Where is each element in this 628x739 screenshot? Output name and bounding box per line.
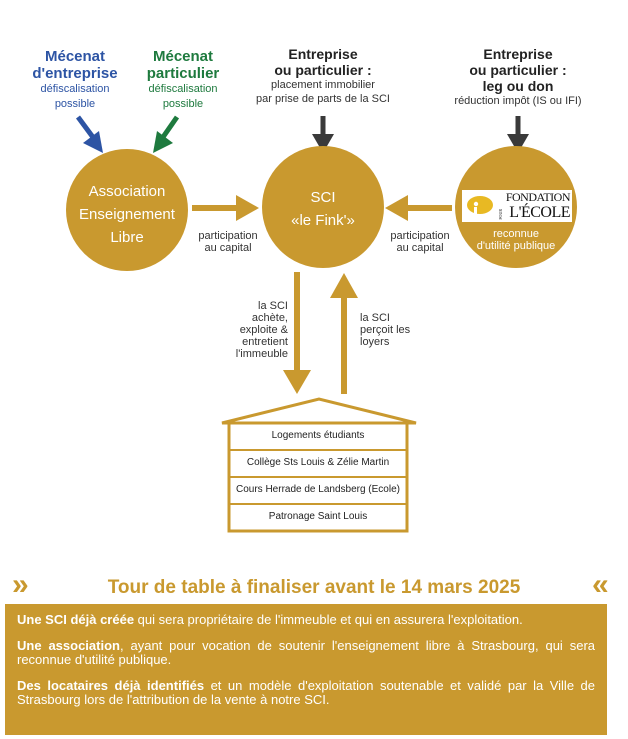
donor-title-line2: ou particulier : [274, 62, 372, 78]
donor-sub-line1: placement immobilier [271, 79, 375, 91]
donor-mecenat-particulier [128, 48, 238, 112]
fondation-sub-line1: reconnue [493, 228, 539, 240]
donor-title-line1: Entreprise [483, 46, 553, 62]
donor-title-line1: Entreprise [288, 46, 358, 62]
arrow-mecenat-entreprise [78, 117, 103, 153]
edge-label-participation-left [188, 230, 268, 254]
donor-mecenat-entreprise [20, 48, 130, 112]
edge-line1: la SCI [258, 300, 288, 312]
info-p3-rest: et un modèle d'exploitation soutenable et validé par la Ville de Strasbourg lors de l'attribution de la vente à notre SCI. [17, 678, 595, 707]
edge-line4: entretient [242, 336, 288, 348]
donor-sub-line2: par prise de parts de la SCI [256, 93, 390, 105]
donor-sub-line1: défiscalisation [40, 83, 110, 95]
fondation-logo-line1: FONDATION [505, 190, 570, 204]
sci-line1: SCI [310, 189, 336, 206]
edge-label-sci-achete [200, 300, 288, 360]
edge-line2: au capital [396, 242, 444, 254]
association-line1: Association [88, 183, 166, 200]
edge-line2: achète, [251, 312, 288, 324]
donor-title-line2: ou particulier : [469, 62, 567, 78]
edge-label-participation-right [380, 230, 460, 254]
donor-sub-line2: possible [54, 98, 96, 110]
building-row-patronage: Patronage Saint Louis [268, 511, 368, 522]
info-p1-bold: Une SCI déjà créée [17, 612, 135, 627]
arrow-association-to-sci [192, 195, 259, 221]
banner-right-quote: « [592, 568, 609, 601]
donor-title-line3: leg ou don [482, 78, 554, 94]
donor-title-line1: Mécenat [44, 48, 106, 65]
info-paragraph-sci [17, 613, 595, 627]
donor-title-line2: d'entreprise [32, 65, 118, 82]
edge-line2: perçoit les [360, 324, 411, 336]
donor-sub-line1: défiscalisation [148, 83, 218, 95]
info-p2-bold: Une association [17, 638, 120, 653]
building-row-cours: Cours Herrade de Landsberg (Ecole) [236, 484, 400, 495]
info-paragraph-locataires [17, 679, 595, 707]
association-line3: Libre [110, 229, 144, 246]
association-label [66, 180, 188, 249]
fondation-sub [460, 228, 572, 252]
donor-sub-line1: réduction impôt (IS ou IFI) [454, 95, 582, 107]
edge-line3: loyers [360, 336, 390, 348]
info-paragraph-association [17, 639, 595, 667]
fondation-logo-text [496, 190, 572, 222]
info-box [5, 604, 607, 735]
info-p3-bold: Des locataires déjà identifiés [17, 678, 205, 693]
edge-line1: la SCI [360, 312, 390, 324]
fondation-logo-pour: POUR [498, 209, 503, 220]
sci-line2: «le Fink'» [291, 212, 355, 229]
fondation-sub-line2: d'utilité publique [476, 240, 556, 252]
edge-label-sci-percoit [360, 312, 440, 348]
donor-title-line1: Mécenat [152, 48, 214, 65]
donor-title-line2: particulier [146, 65, 220, 82]
edge-line2: au capital [204, 242, 252, 254]
info-p2-rest: , ayant pour vocation de soutenir l'enseignement libre à Strasbourg, qui sera reconnue d'utilité publique. [17, 638, 596, 667]
building-row-logements: Logements étudiants [271, 430, 365, 441]
arrow-mecenat-particulier [153, 117, 177, 153]
donor-entreprise-placement [243, 46, 403, 106]
banner-left-quote: » [12, 568, 29, 601]
edge-line1: participation [198, 230, 258, 242]
arrow-building-to-sci [330, 273, 358, 394]
banner [0, 568, 628, 602]
info-p1-rest: qui sera propriétaire de l'immeuble et qui en assurera l'exploitation. [134, 612, 523, 627]
sci-label [262, 186, 384, 232]
association-line2: Enseignement [79, 206, 175, 223]
donor-sub-line2: possible [162, 98, 204, 110]
donor-entreprise-leg [443, 46, 593, 108]
edge-line5: l'immeuble [235, 348, 288, 360]
fondation-logo-line2: L'ÉCOLE [509, 204, 570, 221]
edge-line1: participation [390, 230, 450, 242]
edge-line3: exploite & [239, 324, 288, 336]
arrow-fondation-to-sci [385, 195, 452, 221]
banner-title-text: Tour de table à finaliser avant le 14 mars 2025 [107, 577, 521, 598]
building-row-college: Collège Sts Louis & Zélie Martin [246, 457, 390, 468]
